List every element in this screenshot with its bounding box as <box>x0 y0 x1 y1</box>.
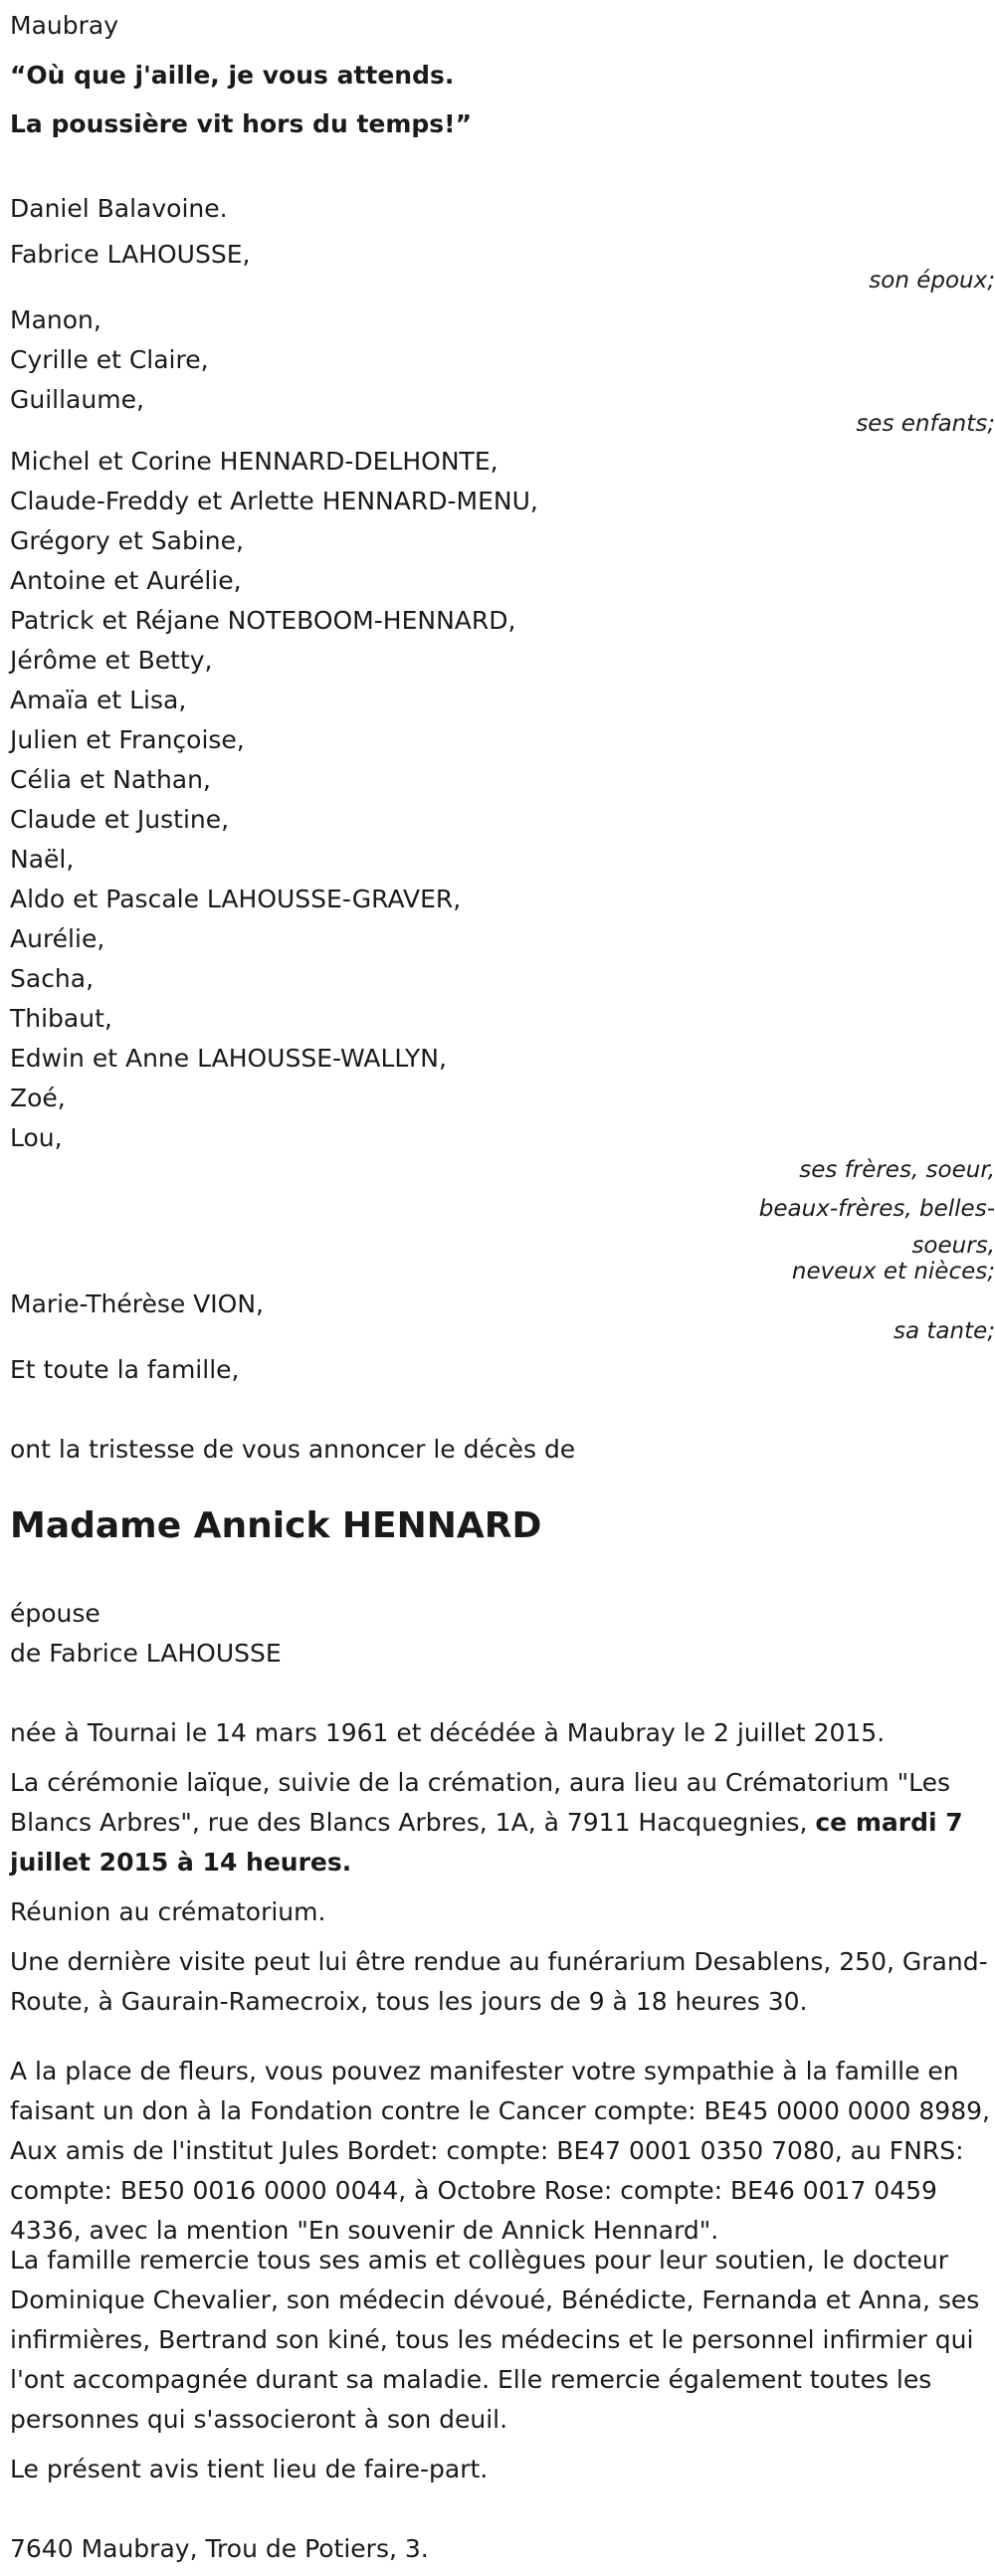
donation-paragraph: A la place de fleurs, vous pouvez manifester votre sympathie à la famille en faisant un don à la Fondation contre le Cancer compte: BE45 0000 0000 8989, Aux amis de l'institut Jules Bordet: compte: BE47 0001 0350 7080, au FNRS: compte: BE50 0016 0000 0044, à Octobre Rose: compte: BE46 0017 0459 4336, avec la mention "En souvenir de Annick Hennard". <box>10 2057 990 2245</box>
relative-name: Claude et Justine, <box>10 805 230 834</box>
family-line: Et toute la famille, <box>10 1355 240 1384</box>
relative-name: Antoine et Aurélie, <box>10 566 242 595</box>
aunt-name: Marie-Thérèse VION, <box>10 1289 264 1318</box>
header-place: Maubray <box>10 11 118 40</box>
address-line: 7640 Maubray, Trou de Potiers, 3. <box>10 2534 429 2563</box>
child-name: Guillaume, <box>10 385 144 414</box>
announcement: ont la tristesse de vous annoncer le décès de <box>10 1435 576 1464</box>
relative-name: Patrick et Réjane NOTEBOOM-HENNARD, <box>10 606 516 635</box>
child-name: Cyrille et Claire, <box>10 345 209 374</box>
ceremony-date: ce mardi 7 juillet 2015 à 14 heures. <box>10 1808 963 1877</box>
relative-name: Aurélie, <box>10 924 105 953</box>
relative-name: Sacha, <box>10 964 95 993</box>
relative-name: Célia et Nathan, <box>10 765 211 794</box>
relative-name: Lou, <box>10 1123 63 1152</box>
quote-author: Daniel Balavoine. <box>10 194 228 223</box>
relative-name: Edwin et Anne LAHOUSSE-WALLYN, <box>10 1044 447 1073</box>
relative-name: Jérôme et Betty, <box>10 646 213 675</box>
visit-paragraph: Une dernière visite peut lui être rendue au funérarium Desablens, 250, Grand-Route, à Gaurain-Ramecroix, tous les jours de 9 à 18 heures 30. <box>10 1947 988 2016</box>
relatives-role-line-2: beaux-frères, belles- <box>758 1196 995 1222</box>
relative-name: Naël, <box>10 845 75 874</box>
children-role: ses enfants; <box>856 411 995 437</box>
spouse-name: Fabrice LAHOUSSE, <box>10 240 251 269</box>
relative-name: Grégory et Sabine, <box>10 526 244 555</box>
epouse-line-2: de Fabrice LAHOUSSE <box>10 1639 282 1668</box>
birth-death-line: née à Tournai le 14 mars 1961 et décédée à Maubray le 2 juillet 2015. <box>10 1718 886 1747</box>
ceremony-paragraph <box>10 1763 990 1882</box>
notice-line: Le présent avis tient lieu de faire-part. <box>10 2455 489 2483</box>
quote-line-1: “Où que j'aille, je vous attends. <box>10 61 455 90</box>
relative-name: Aldo et Pascale LAHOUSSE-GRAVER, <box>10 885 462 913</box>
relative-name: Michel et Corine HENNARD-DELHONTE, <box>10 447 498 476</box>
relative-name: Claude-Freddy et Arlette HENNARD-MENU, <box>10 487 538 515</box>
relatives-role-line-3: soeurs, <box>911 1233 995 1259</box>
relative-name: Thibaut, <box>10 1004 112 1033</box>
quote-line-2: La poussière vit hors du temps!” <box>10 109 473 138</box>
epouse-line-1: épouse <box>10 1599 100 1628</box>
child-name: Manon, <box>10 305 101 334</box>
relative-name: Amaïa et Lisa, <box>10 686 187 714</box>
ceremony-text: La cérémonie laïque, suivie de la crémation, aura lieu au Crématorium "Les Blancs Arbres", rue des Blancs Arbres, 1A, à 7911 Hacquegnies, <box>10 1768 950 1837</box>
deceased-name: Madame Annick HENNARD <box>10 1505 542 1546</box>
relative-name: Julien et Françoise, <box>10 725 245 754</box>
spouse-role: son époux; <box>869 268 995 294</box>
relatives-role-line-1: ses frères, soeur, <box>799 1157 995 1183</box>
thanks-paragraph: La famille remercie tous ses amis et collègues pour leur soutien, le docteur Dominique Chevalier, son médecin dévoué, Bénédicte, Fernanda et Anna, ses infirmières, Bertrand son kiné, tous les médecins et le personnel infirmier qui l'ont accompagnée durant sa maladie. Elle remercie également toutes les personnes qui s'associeront à son deuil. <box>10 2246 980 2434</box>
relatives-role-line-4: neveux et nièces; <box>791 1259 995 1285</box>
reunion-line: Réunion au crématorium. <box>10 1897 326 1926</box>
relative-name: Zoé, <box>10 1084 66 1112</box>
aunt-role: sa tante; <box>894 1318 995 1344</box>
